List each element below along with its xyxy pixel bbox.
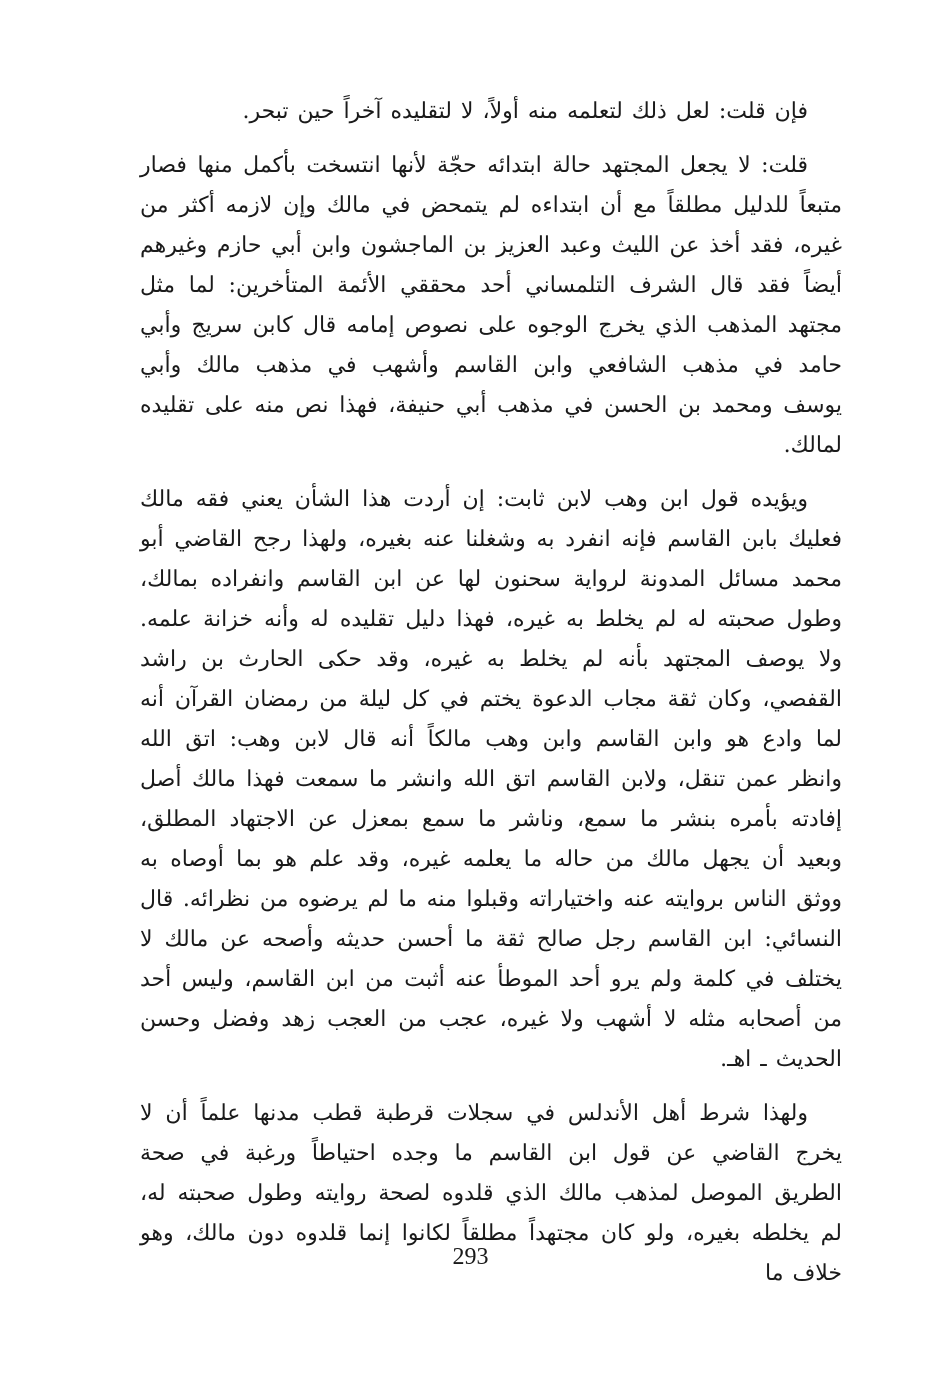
- paragraph-2: قلت: لا يجعل المجتهد حالة ابتدائه حجّة لأنها انتسخت بأكمل منها فصار متبعاً للدليل مطلقاً مع أن ابتداءه لم يتمحض في مالك وإن لازمه أكثر من غيره، فقد أخذ عن الليث وعبد العزيز بن الماجشون وابن أبي حازم وغيرهم أيضاً فقد قال الشرف التلمساني أحد محققي الأئمة المتأخرين: لما مثل مجتهد المذهب الذي يخرج الوجوه على نصوص إمامه قال كابن سريج وأبي حامد في مذهب الشافعي وابن القاسم وأشهب في مذهب مالك وأبي يوسف ومحمد بن الحسن في مذهب أبي حنيفة، فهذا نص منه على تقليده لمالك.: [140, 153, 842, 458]
- page-body-text: [140, 92, 842, 1308]
- paragraph-3: ويؤيده قول ابن وهب لابن ثابت: إن أردت هذا الشأن يعني فقه مالك فعليك بابن القاسم فإنه انفرد به وشغلنا عنه بغيره، ولهذا رجح القاضي أبو محمد مسائل المدونة لرواية سحنون لها عن ابن القاسم وانفراده بمالك، وطول صحبته له لم يخلط به غيره، فهذا دليل تقليده له وأنه خزانة علمه. ولا يوصف المجتهد بأنه لم يخلط به غيره، وقد حكى الحارث بن راشد القفصي، وكان ثقة مجاب الدعوة يختم في كل ليلة من رمضان القرآن أنه لما وادع هو وابن القاسم وابن وهب مالكاً أنه قال لابن وهب: اتق الله وانظر عمن تنقل، ولابن القاسم اتق الله وانشر ما سمعت فهذا مالك أصل إفادته بأمره بنشر ما سمع، وناشر ما سمع بمعزل عن الاجتهاد المطلق، وبعيد أن يجهل مالك من حاله ما يعلمه غيره، وقد علم هو بما أوصاه به ووثق الناس بروايته عنه واختياراته وقبلوا منه ما لم يرضوه من نظرائه. قال النسائي: ابن القاسم رجل صالح ثقة ما أحسن حديثه وأصحه عن مالك لا يختلف في كلمة ولم يرو أحد الموطأ عنه أثبت من ابن القاسم، وليس أحد من أصحابه مثله لا أشهب ولا غيره، عجب من العجب زهد وفضل وحسن الحديث ـ اهـ.: [140, 487, 842, 1072]
- page-number: 293: [452, 1244, 489, 1270]
- paragraph-4: ولهذا شرط أهل الأندلس في سجلات قرطبة قطب مدنها علماً أن لا يخرج القاضي عن قول ابن القاسم ما وجده احتياطاً ورغبة في صحة الطريق الموصل لمذهب مالك الذي قلدوه لصحة روايته وطول صحبته له، لم يخلطه بغيره، ولو كان مجتهداً مطلقاً لكانوا إنما قلدوه دون مالك، وهو خلاف ما: [140, 1101, 842, 1286]
- paragraph-1: فإن قلت: لعل ذلك لتعلمه منه أولاً، لا لتقليده آخراً حين تبحر.: [242, 99, 808, 124]
